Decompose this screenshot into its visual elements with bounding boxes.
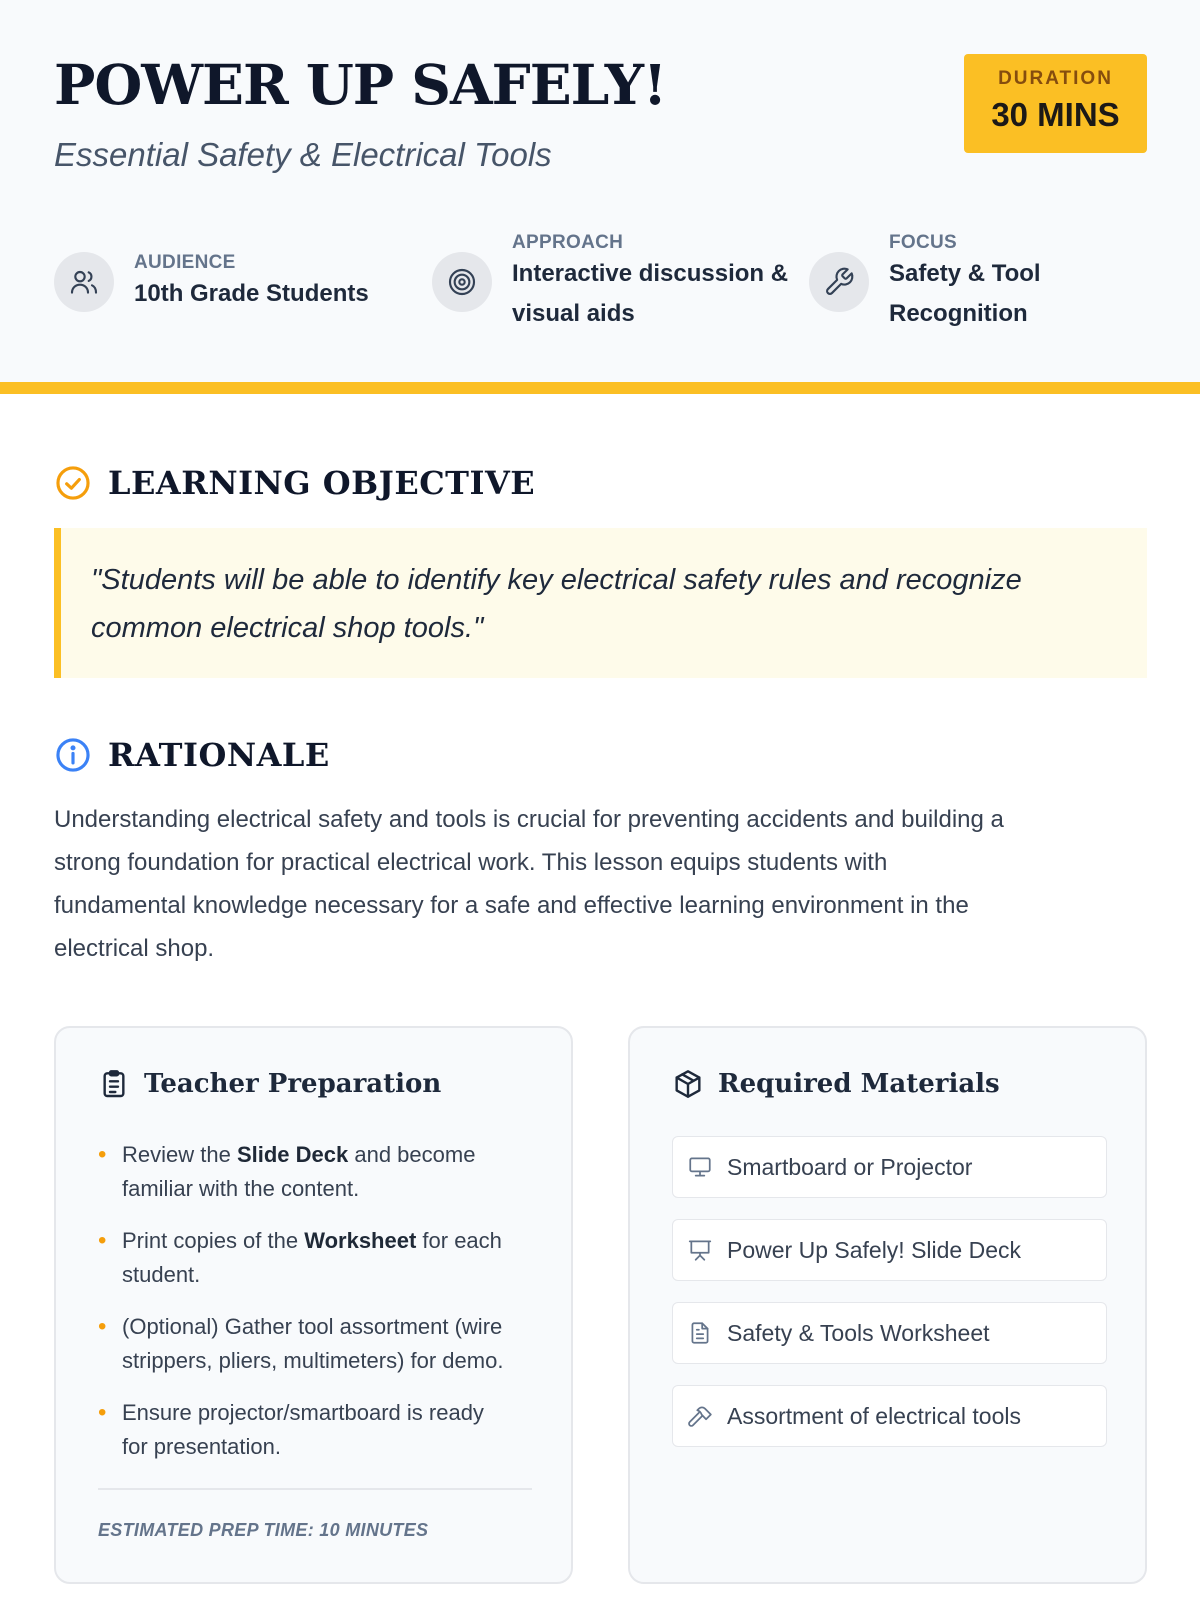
- hammer-icon: [687, 1403, 713, 1429]
- audience-label: AUDIENCE: [134, 252, 236, 273]
- lesson-header: [0, 0, 1200, 394]
- approach-value-line2: visual aids: [512, 300, 635, 327]
- material-item: [672, 1302, 1107, 1364]
- focus-label: FOCUS: [889, 232, 957, 253]
- page-subtitle: Essential Safety & Electrical Tools: [54, 136, 552, 173]
- list-item: • Review the Slide Deck and become familiar with the content.: [98, 1138, 538, 1206]
- target-icon: [432, 252, 492, 312]
- rationale-heading-text: RATIONALE: [108, 736, 330, 774]
- presentation-icon: [687, 1237, 713, 1263]
- wrench-icon: [809, 252, 869, 312]
- info-icon: [54, 736, 92, 774]
- objective-quote-line2: common electrical shop tools.": [91, 612, 484, 644]
- materials-card: [628, 1026, 1147, 1584]
- prep-time: ESTIMATED PREP TIME: 10 MINUTES: [98, 1520, 429, 1540]
- material-item: [672, 1136, 1107, 1198]
- teacher-prep-card: [54, 1026, 573, 1584]
- meta-audience: [54, 252, 369, 314]
- check-circle-icon: [54, 464, 92, 502]
- material-item: [672, 1385, 1107, 1447]
- users-icon: [54, 252, 114, 312]
- materials-heading: [672, 1068, 1000, 1100]
- material-item: [672, 1219, 1107, 1281]
- audience-value: 10th Grade Students: [134, 280, 369, 307]
- page-title: POWER UP SAFELY!: [54, 52, 667, 117]
- clipboard-icon: [98, 1068, 130, 1100]
- monitor-icon: [687, 1154, 713, 1180]
- box-icon: [672, 1068, 704, 1100]
- teacher-prep-heading: [98, 1068, 441, 1100]
- focus-value-line2: Recognition: [889, 300, 1028, 327]
- approach-value-line1: Interactive discussion &: [512, 260, 789, 287]
- duration-label: DURATION: [998, 68, 1113, 89]
- objective-quote-line1: "Students will be able to identify key electrical safety rules and recognize: [91, 564, 1022, 596]
- duration-badge: [964, 54, 1147, 153]
- material-label: Smartboard or Projector: [727, 1153, 973, 1180]
- rationale-line: electrical shop.: [54, 935, 215, 962]
- material-label: Assortment of electrical tools: [727, 1402, 1022, 1429]
- material-label: Power Up Safely! Slide Deck: [727, 1236, 1022, 1263]
- material-label: Safety & Tools Worksheet: [727, 1319, 990, 1346]
- focus-value-line1: Safety & Tool: [889, 260, 1041, 287]
- document-icon: [687, 1320, 713, 1346]
- duration-value: 30 MINS: [991, 96, 1120, 133]
- divider: [98, 1488, 532, 1490]
- prep-list: [98, 1138, 538, 1482]
- meta-focus: [809, 232, 1041, 334]
- rationale-line: Understanding electrical safety and tools is crucial for preventing accidents and building a: [54, 806, 1004, 833]
- rationale-line: fundamental knowledge necessary for a safe and effective learning environment in the: [54, 892, 969, 919]
- materials-heading-text: Required Materials: [718, 1069, 1000, 1099]
- objective-heading: [54, 464, 535, 502]
- objective-heading-text: LEARNING OBJECTIVE: [108, 464, 536, 502]
- rationale-text: [54, 798, 1147, 970]
- objective-quote: [54, 528, 1147, 678]
- list-item: • Print copies of the Worksheet for each student.: [98, 1224, 538, 1292]
- rationale-line: strong foundation for practical electrical work. This lesson equips students with: [54, 849, 888, 876]
- list-item: • (Optional) Gather tool assortment (wire strippers, pliers, multimeters) for demo.: [98, 1310, 538, 1378]
- meta-approach: [432, 232, 788, 334]
- rationale-heading: [54, 736, 330, 774]
- teacher-prep-heading-text: Teacher Preparation: [144, 1069, 442, 1099]
- approach-label: APPROACH: [512, 232, 624, 253]
- list-item: • Ensure projector/smartboard is ready for presentation.: [98, 1396, 538, 1464]
- materials-list: [672, 1136, 1107, 1468]
